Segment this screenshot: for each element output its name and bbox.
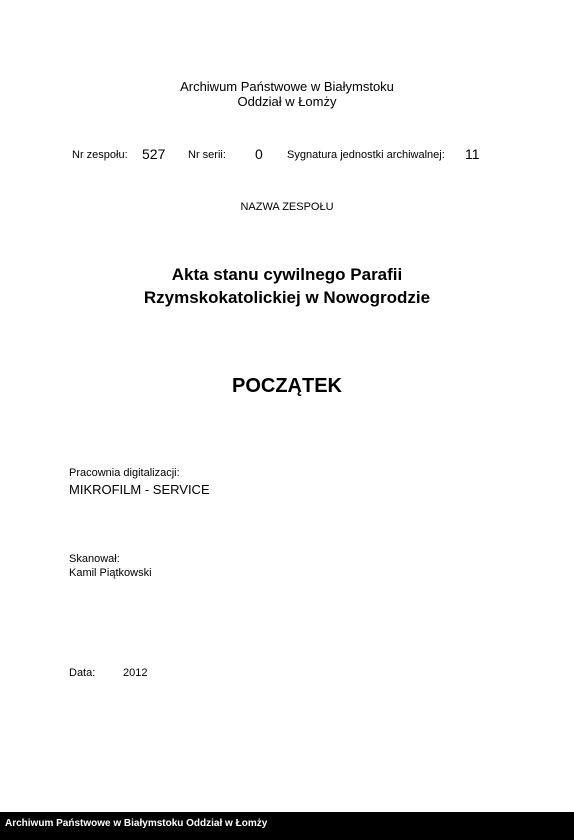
- scanned-by-label: Skanował:: [69, 553, 120, 565]
- fonds-title-line-1: Akta stanu cywilnego Parafii: [171, 265, 403, 284]
- scanned-by-value: Kamil Piątkowski: [69, 567, 152, 579]
- start-marker: POCZĄTEK: [232, 375, 342, 397]
- series-number-value: 0: [255, 146, 263, 162]
- digitization-lab-value: MIKROFILM - SERVICE: [69, 482, 210, 497]
- fonds-number-value: 527: [142, 146, 166, 162]
- date-value: 2012: [123, 667, 148, 679]
- fonds-title-line-2: Rzymskokatolickiej w Nowogrodzie: [143, 288, 431, 307]
- date-label: Data:: [69, 667, 96, 679]
- unit-signature-value: 11: [465, 146, 480, 162]
- fonds-number-label: Nr zespołu:: [72, 149, 128, 161]
- archive-name: Archiwum Państwowe w Białymstoku: [180, 79, 394, 94]
- unit-signature-label: Sygnatura jednostki archiwalnej:: [287, 149, 445, 161]
- footer-bar: [0, 812, 574, 840]
- digitization-lab-label: Pracownia digitalizacji:: [69, 467, 180, 479]
- archive-branch: Oddział w Łomży: [237, 94, 337, 109]
- footer-text: Archiwum Państwowe w Białymstoku Oddział w Łomży: [5, 818, 268, 829]
- fonds-name-heading: NAZWA ZESPOŁU: [240, 201, 334, 213]
- series-number-label: Nr serii:: [188, 149, 226, 161]
